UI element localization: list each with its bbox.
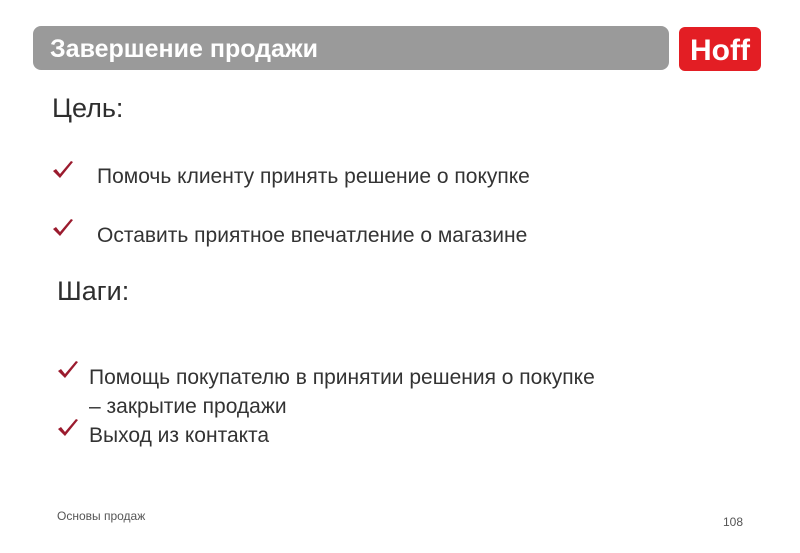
step-item-1-line-2: – закрытие продажи bbox=[89, 395, 287, 418]
goal-heading: Цель: bbox=[52, 93, 124, 123]
goal-item-2: Оставить приятное впечатление о магазине bbox=[97, 224, 528, 247]
step-item-1-line-1: Помощь покупателю в принятии решения о покупке bbox=[89, 366, 595, 389]
footer-text: Основы продаж bbox=[57, 509, 146, 523]
hoff-logo bbox=[679, 27, 761, 71]
page-number: 108 bbox=[723, 515, 744, 529]
checkmark-icon bbox=[52, 218, 74, 238]
svg-text:Hoff: Hoff bbox=[690, 34, 750, 67]
goal-item-1: Помочь клиенту принять решение о покупке bbox=[97, 165, 530, 188]
checkmark-icon bbox=[52, 160, 74, 180]
step-item-2: Выход из контакта bbox=[89, 424, 270, 447]
steps-heading: Шаги: bbox=[57, 276, 130, 306]
checkmark-icon bbox=[57, 418, 79, 438]
slide-title: Завершение продажи bbox=[50, 35, 319, 63]
checkmark-icon bbox=[57, 360, 79, 380]
